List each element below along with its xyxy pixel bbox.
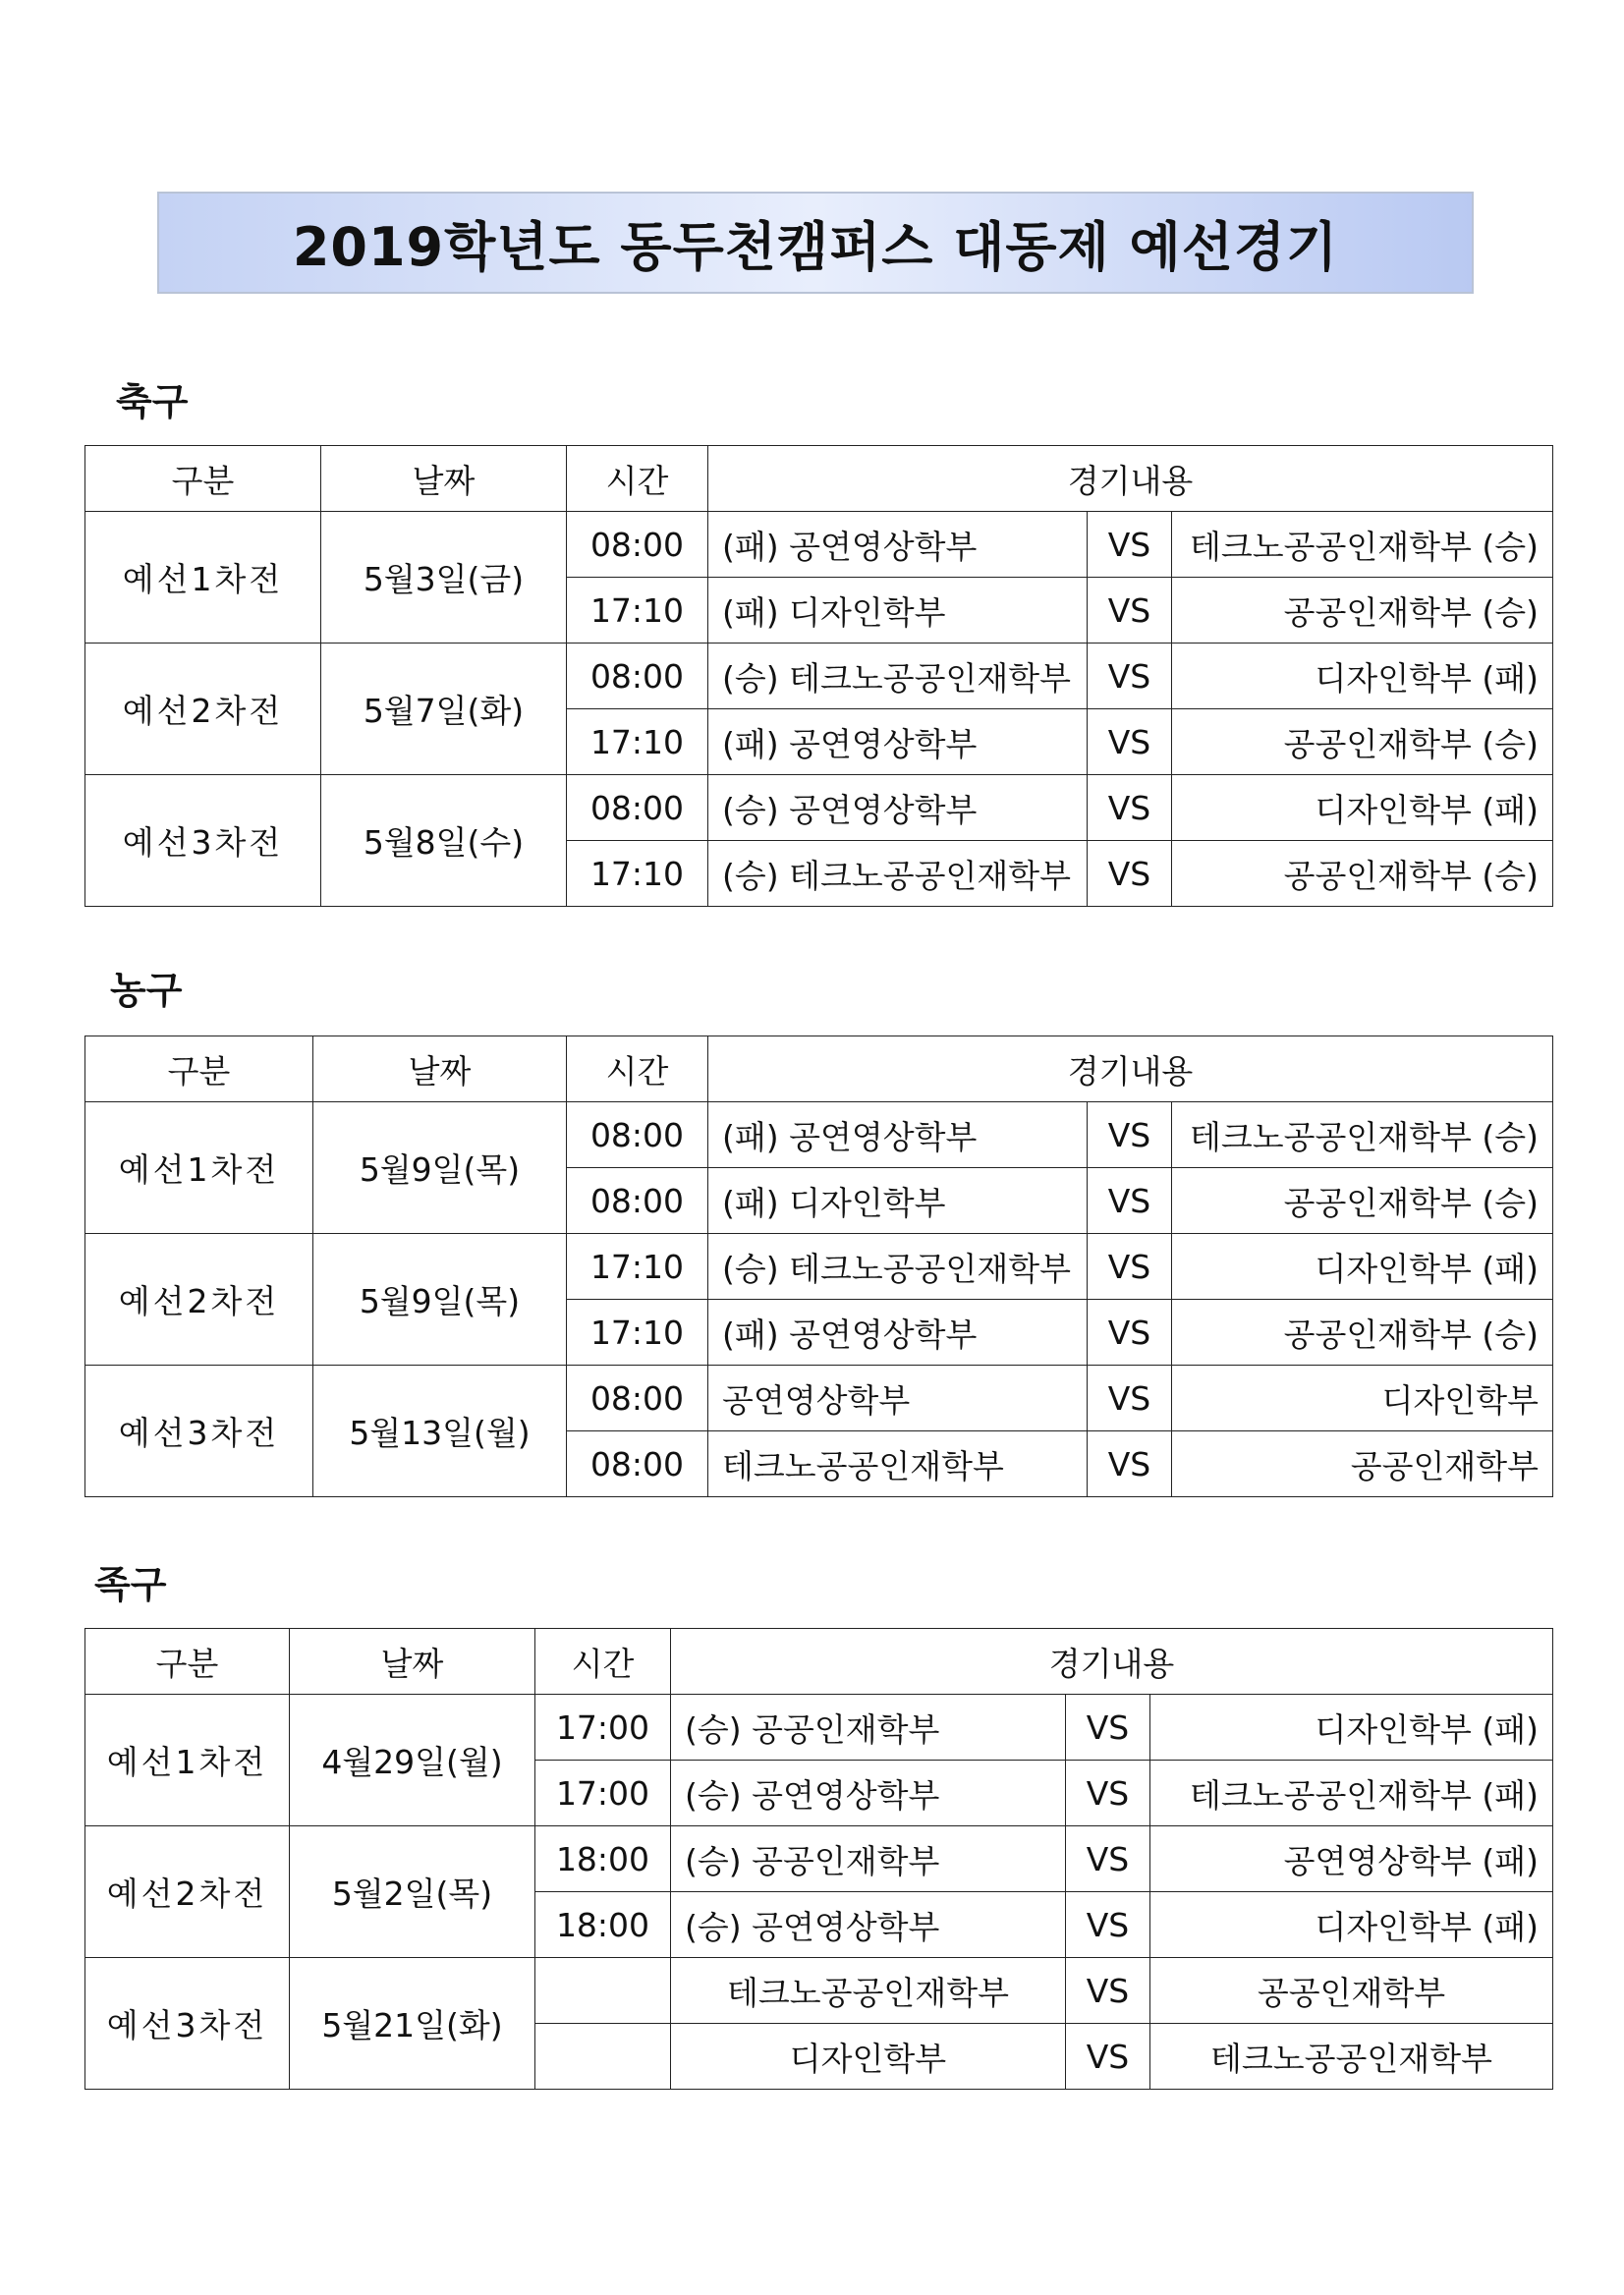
team-left-cell: 테크노공공인재학부	[671, 1958, 1066, 2024]
header-time: 시간	[567, 446, 708, 512]
header-time: 시간	[535, 1629, 671, 1695]
section-title-basketball: 농구	[110, 969, 183, 1012]
section-title-jokgu: 족구	[94, 1563, 167, 1606]
table-row	[85, 1366, 1553, 1431]
team-right-cell: 공공인재학부	[1172, 1431, 1553, 1497]
round-cell: 예선1차전	[85, 1695, 290, 1826]
section-title-soccer: 축구	[116, 380, 189, 423]
vs-cell: VS	[1088, 1366, 1172, 1431]
team-right-cell: 공공인재학부	[1150, 1958, 1553, 2024]
table-row	[85, 512, 1553, 578]
vs-cell: VS	[1088, 709, 1172, 775]
team-left-cell: (패) 공연영상학부	[708, 709, 1088, 775]
team-right-cell: 디자인학부 (패)	[1172, 1234, 1553, 1300]
vs-cell: VS	[1088, 1300, 1172, 1366]
vs-cell: VS	[1088, 841, 1172, 907]
header-content: 경기내용	[708, 1036, 1553, 1102]
round-cell: 예선2차전	[85, 1234, 313, 1366]
round-cell: 예선3차전	[85, 1366, 313, 1497]
team-right-cell: 디자인학부 (패)	[1172, 775, 1553, 841]
time-cell	[535, 2024, 671, 2090]
jokgu-schedule-table	[84, 1628, 1553, 2090]
vs-cell: VS	[1088, 1102, 1172, 1168]
team-right-cell: 디자인학부	[1172, 1366, 1553, 1431]
basketball-schedule-table	[84, 1036, 1553, 1497]
round-cell: 예선3차전	[85, 1958, 290, 2090]
team-right-cell: 디자인학부 (패)	[1172, 644, 1553, 709]
table-row	[85, 644, 1553, 709]
round-cell: 예선2차전	[85, 1826, 290, 1958]
vs-cell: VS	[1088, 1168, 1172, 1234]
time-cell: 18:00	[535, 1892, 671, 1958]
team-right-cell: 공공인재학부 (승)	[1172, 841, 1553, 907]
header-date: 날짜	[313, 1036, 567, 1102]
time-cell: 17:10	[567, 841, 708, 907]
team-right-cell: 디자인학부 (패)	[1150, 1892, 1553, 1958]
table-row	[85, 1958, 1553, 2024]
team-right-cell: 디자인학부 (패)	[1150, 1695, 1553, 1761]
round-cell: 예선2차전	[85, 644, 321, 775]
time-cell: 08:00	[567, 1431, 708, 1497]
vs-cell: VS	[1066, 1695, 1150, 1761]
team-right-cell: 공공인재학부 (승)	[1172, 709, 1553, 775]
round-cell: 예선1차전	[85, 512, 321, 644]
header-content: 경기내용	[708, 446, 1553, 512]
team-right-cell: 공공인재학부 (승)	[1172, 578, 1553, 644]
header-content: 경기내용	[671, 1629, 1553, 1695]
team-left-cell: (패) 공연영상학부	[708, 1102, 1088, 1168]
team-left-cell: (패) 디자인학부	[708, 1168, 1088, 1234]
team-right-cell: 공연영상학부 (패)	[1150, 1826, 1553, 1892]
header-category: 구분	[85, 1036, 313, 1102]
time-cell: 08:00	[567, 512, 708, 578]
round-cell: 예선1차전	[85, 1102, 313, 1234]
vs-cell: VS	[1088, 1234, 1172, 1300]
time-cell: 08:00	[567, 1102, 708, 1168]
vs-cell: VS	[1066, 1892, 1150, 1958]
vs-cell: VS	[1066, 1958, 1150, 2024]
team-right-cell: 테크노공공인재학부 (승)	[1172, 512, 1553, 578]
team-left-cell: (승) 테크노공공인재학부	[708, 644, 1088, 709]
date-cell: 5월13일(월)	[313, 1366, 567, 1497]
date-cell: 5월9일(목)	[313, 1102, 567, 1234]
vs-cell: VS	[1066, 1761, 1150, 1826]
date-cell: 5월8일(수)	[321, 775, 567, 907]
table-row	[85, 1826, 1553, 1892]
time-cell: 17:10	[567, 709, 708, 775]
table-row	[85, 1695, 1553, 1761]
date-cell: 5월7일(화)	[321, 644, 567, 775]
team-left-cell: (승) 공공인재학부	[671, 1695, 1066, 1761]
table-header-row	[85, 1036, 1553, 1102]
page-title-box	[157, 192, 1474, 294]
time-cell	[535, 1958, 671, 2024]
team-right-cell: 테크노공공인재학부 (승)	[1172, 1102, 1553, 1168]
team-left-cell: (패) 디자인학부	[708, 578, 1088, 644]
soccer-schedule-table	[84, 445, 1553, 907]
time-cell: 17:10	[567, 1300, 708, 1366]
vs-cell: VS	[1088, 644, 1172, 709]
vs-cell: VS	[1066, 2024, 1150, 2090]
vs-cell: VS	[1088, 578, 1172, 644]
team-left-cell: (승) 공공인재학부	[671, 1826, 1066, 1892]
table-row	[85, 775, 1553, 841]
vs-cell: VS	[1088, 775, 1172, 841]
team-left-cell: 공연영상학부	[708, 1366, 1088, 1431]
date-cell: 5월21일(화)	[290, 1958, 535, 2090]
header-date: 날짜	[290, 1629, 535, 1695]
team-left-cell: (승) 공연영상학부	[708, 775, 1088, 841]
header-category: 구분	[85, 446, 321, 512]
team-right-cell: 테크노공공인재학부 (패)	[1150, 1761, 1553, 1826]
team-right-cell: 공공인재학부 (승)	[1172, 1300, 1553, 1366]
date-cell: 4월29일(월)	[290, 1695, 535, 1826]
team-left-cell: (패) 공연영상학부	[708, 1300, 1088, 1366]
vs-cell: VS	[1088, 512, 1172, 578]
date-cell: 5월3일(금)	[321, 512, 567, 644]
page-title: 2019학년도 동두천캠퍼스 대동제 예선경기	[292, 215, 1339, 278]
vs-cell: VS	[1088, 1431, 1172, 1497]
time-cell: 17:00	[535, 1761, 671, 1826]
time-cell: 08:00	[567, 775, 708, 841]
header-category: 구분	[85, 1629, 290, 1695]
time-cell: 17:10	[567, 1234, 708, 1300]
date-cell: 5월9일(목)	[313, 1234, 567, 1366]
team-left-cell: 디자인학부	[671, 2024, 1066, 2090]
round-cell: 예선3차전	[85, 775, 321, 907]
time-cell: 18:00	[535, 1826, 671, 1892]
team-left-cell: (패) 공연영상학부	[708, 512, 1088, 578]
time-cell: 08:00	[567, 1168, 708, 1234]
table-header-row	[85, 1629, 1553, 1695]
team-left-cell: (승) 테크노공공인재학부	[708, 1234, 1088, 1300]
header-date: 날짜	[321, 446, 567, 512]
vs-cell: VS	[1066, 1826, 1150, 1892]
date-cell: 5월2일(목)	[290, 1826, 535, 1958]
team-right-cell: 테크노공공인재학부	[1150, 2024, 1553, 2090]
header-time: 시간	[567, 1036, 708, 1102]
team-left-cell: 테크노공공인재학부	[708, 1431, 1088, 1497]
time-cell: 08:00	[567, 1366, 708, 1431]
time-cell: 08:00	[567, 644, 708, 709]
team-left-cell: (승) 공연영상학부	[671, 1892, 1066, 1958]
time-cell: 17:00	[535, 1695, 671, 1761]
time-cell: 17:10	[567, 578, 708, 644]
table-row	[85, 1102, 1553, 1168]
table-header-row	[85, 446, 1553, 512]
team-left-cell: (승) 공연영상학부	[671, 1761, 1066, 1826]
team-right-cell: 공공인재학부 (승)	[1172, 1168, 1553, 1234]
table-row	[85, 1234, 1553, 1300]
team-left-cell: (승) 테크노공공인재학부	[708, 841, 1088, 907]
